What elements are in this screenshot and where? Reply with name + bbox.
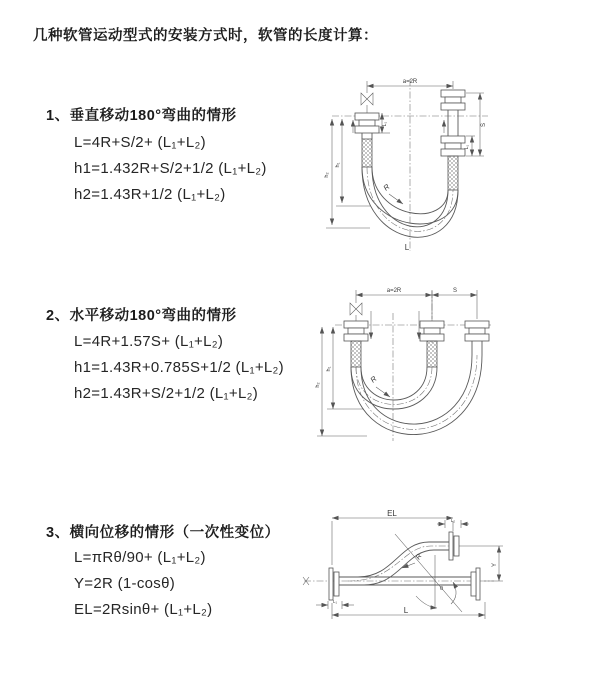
hose-u-loop-moved bbox=[351, 355, 482, 435]
dim-a-label: a=2R bbox=[386, 288, 402, 294]
dim-h1-label: h₁ bbox=[335, 162, 341, 168]
upper-right-flange-moved bbox=[449, 532, 459, 560]
dimension-y bbox=[459, 546, 503, 581]
diagram-horizontal-180-bend bbox=[309, 283, 592, 455]
dim-l2-label: L₂ bbox=[450, 518, 456, 523]
section2-formula-h1: h1=1.43R+0.785S+1/2 (L₁+L₂) bbox=[74, 359, 284, 376]
dim-h2-label: h₂ bbox=[315, 382, 321, 388]
dim-s-label: S bbox=[481, 122, 487, 128]
dimension-l1-right bbox=[464, 136, 475, 156]
length-L-label: L bbox=[404, 243, 410, 252]
right-flange-moved bbox=[441, 90, 465, 136]
braided-hose-section bbox=[362, 139, 372, 167]
dim-l1-label: L₁ bbox=[332, 599, 338, 604]
braided-hose-section bbox=[448, 156, 458, 190]
right-flange-moved bbox=[465, 321, 489, 355]
dimension-a-2R bbox=[367, 79, 453, 93]
valve-icon bbox=[361, 93, 373, 113]
section3-formula-L: L=πRθ/90+ (L₁+L₂) bbox=[74, 549, 206, 566]
dimension-h2 bbox=[324, 119, 370, 228]
section1-formula-h1: h1=1.432R+S/2+1/2 (L₁+L₂) bbox=[74, 160, 267, 177]
dim-s-label: S bbox=[452, 288, 458, 294]
diagram-vertical-180-bend bbox=[310, 73, 590, 261]
dimension-s bbox=[432, 288, 477, 295]
angle-theta-label: θ bbox=[440, 586, 444, 592]
section1-formula-h2: h2=1.43R+1/2 (L₁+L₂) bbox=[74, 186, 226, 203]
dim-l-label: L bbox=[403, 606, 409, 615]
radius-callout bbox=[369, 374, 390, 397]
left-flange bbox=[344, 321, 368, 367]
section1-heading: 1、垂直移动180°弯曲的情形 bbox=[46, 108, 237, 124]
section3-formula-EL: EL=2Rsinθ+ (L₁+L₂) bbox=[74, 601, 213, 618]
middle-flange-original bbox=[420, 321, 444, 367]
dim-y-label: Y bbox=[492, 562, 498, 568]
dim-l1-label: L₁ bbox=[382, 121, 388, 127]
section2-formula-h2: h2=1.43R+S/2+1/2 (L₁+L₂) bbox=[74, 385, 259, 402]
section1-formula-L: L=4R+S/2+ (L₁+L₂) bbox=[74, 134, 206, 151]
page-title: 几种软管运动型式的安装方式时，软管的长度计算： bbox=[33, 28, 378, 44]
left-flange bbox=[329, 568, 339, 600]
section3-heading: 3、横向位移的情形（一次性变位） bbox=[46, 525, 280, 541]
dim-a-label: a=2R bbox=[402, 79, 418, 85]
dimension-l bbox=[332, 602, 485, 619]
section2-formula-L: L=4R+1.57S+ (L₁+L₂) bbox=[74, 333, 224, 350]
braided-hose-section bbox=[351, 341, 361, 367]
valve-icon bbox=[350, 303, 362, 321]
section3-formula-Y: Y=2R (1-cosθ) bbox=[74, 575, 176, 592]
radius-label: R bbox=[368, 374, 379, 385]
left-flange bbox=[355, 113, 379, 167]
hose-displaced-position bbox=[348, 542, 449, 585]
dimension-a-2R bbox=[356, 288, 477, 319]
dim-h2-label: h₂ bbox=[324, 172, 330, 178]
radius-label: R bbox=[381, 182, 392, 193]
right-flange-original bbox=[441, 136, 465, 190]
section2-heading: 2、水平移动180°弯曲的情形 bbox=[46, 308, 237, 324]
radius-callout bbox=[402, 553, 424, 568]
braided-hose-section bbox=[427, 341, 437, 367]
diagram-lateral-displacement bbox=[298, 503, 593, 651]
dim-el-label: EL bbox=[387, 509, 397, 518]
radius-label: R bbox=[414, 552, 424, 562]
right-flange-original bbox=[471, 568, 480, 600]
dimension-l1 bbox=[316, 599, 354, 609]
dim-l1-right-label: L₁ bbox=[464, 144, 470, 150]
radius-callout bbox=[382, 182, 403, 204]
dim-h1-label: h₁ bbox=[326, 366, 332, 372]
